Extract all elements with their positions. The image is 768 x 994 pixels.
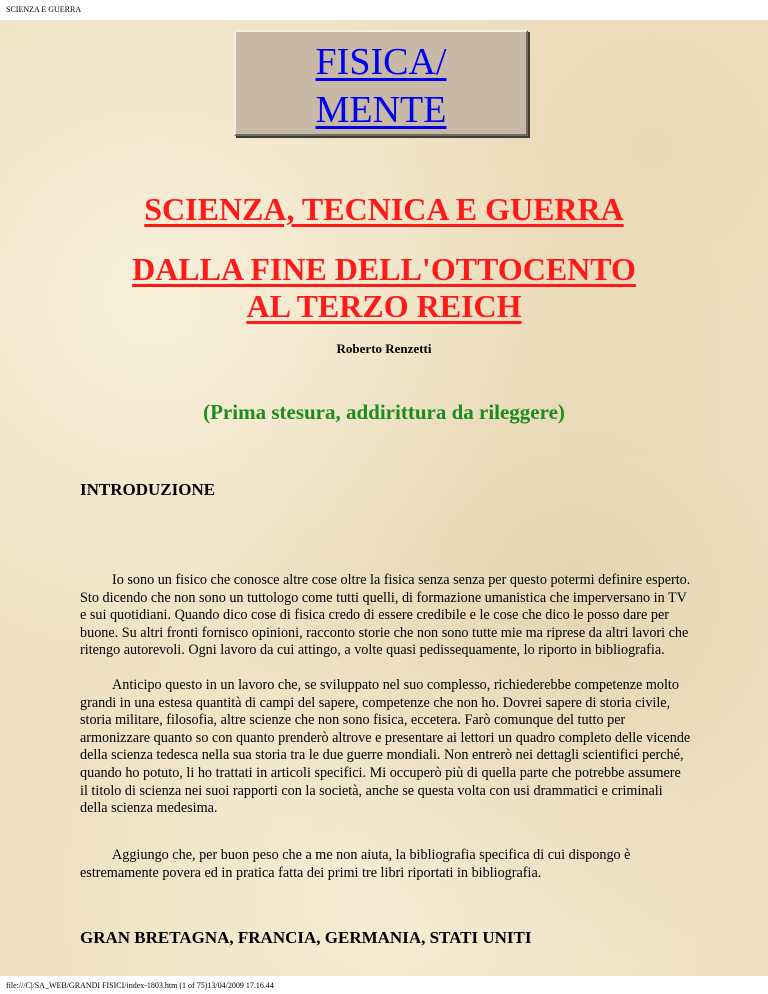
article-title-line2: DALLA FINE DELL'OTTOCENTO — [132, 251, 636, 287]
article-title-line3: AL TERZO REICH — [246, 288, 522, 324]
print-header — [0, 0, 768, 20]
site-logo-box[interactable] — [234, 30, 528, 136]
print-footer — [0, 976, 768, 994]
author-name: Roberto Renzetti — [336, 341, 432, 356]
paragraph-2: Anticipo questo in un lavoro che, se sviluppato nel suo complesso, richiederebbe competenze molto grandi in una estesa quantità di campi del sapere, competenze che non ho. Dovrei sapere di storia civile, storia militare, filosofia, altre scienze che non sono fisica, eccetera. Farò comunque del tutto per armonizzare quanto so con quanto prenderò altrove e presentare ai lettori un quadro completo delle vicende della scienza tedesca nella sua storia tra le due guerre mondiali. Non entrerò nei dettagli scientifici perché, quando ho potuto, li ho trattati in articoli specifici. Mi occuperò più di quella parte che potrebbe assumere il titolo di scienza nei suoi rapporti con la società, anche se questa volta con usi drammatici e criminali della scienza medesima. — [80, 677, 691, 817]
article-title-line1: SCIENZA, TECNICA E GUERRA — [144, 191, 624, 227]
paragraph-3: Aggiungo che, per buon peso che a me non aiuta, la bibliografia specifica di cui dispongo è estremamente povera ed in pratica fatta dei primi tre libri riportati in bibliografia. — [80, 847, 631, 881]
logo-link-mente[interactable]: MENTE — [315, 89, 447, 131]
logo-link-fisica[interactable]: FISICA/ — [315, 41, 447, 83]
page-footer-path: file:///C|/SA_WEB/GRANDI FISICI/index-1803.htm (1 of 75)13/04/2009 17.16.44 — [6, 981, 274, 990]
section-heading-introduzione: INTRODUZIONE — [80, 480, 216, 499]
page-header-title: SCIENZA E GUERRA — [6, 5, 82, 14]
draft-note: (Prima stesura, addirittura da rileggere) — [203, 400, 565, 424]
section-heading-countries: GRAN BRETAGNA, FRANCIA, GERMANIA, STATI UNITI — [80, 928, 532, 947]
paragraph-1: Io sono un fisico che conosce altre cose oltre la fisica senza senza per questo potermi definire esperto. Sto dicendo che non sono un tuttologo come tutti quelli, di formazione umanistica che imperversano in TV e sui quotidiani. Quando dico cose di fisica credo di essere credibile e le cose che dico le posso dare per buone. Su altri fronti fornisco opinioni, racconto storie che non sono tutte mie ma riprese da altri lavori che ritengo autorevoli. Ogni lavoro da cui attingo, a volte quasi pedissequamente, lo riporto in bibliografia. — [80, 572, 691, 659]
